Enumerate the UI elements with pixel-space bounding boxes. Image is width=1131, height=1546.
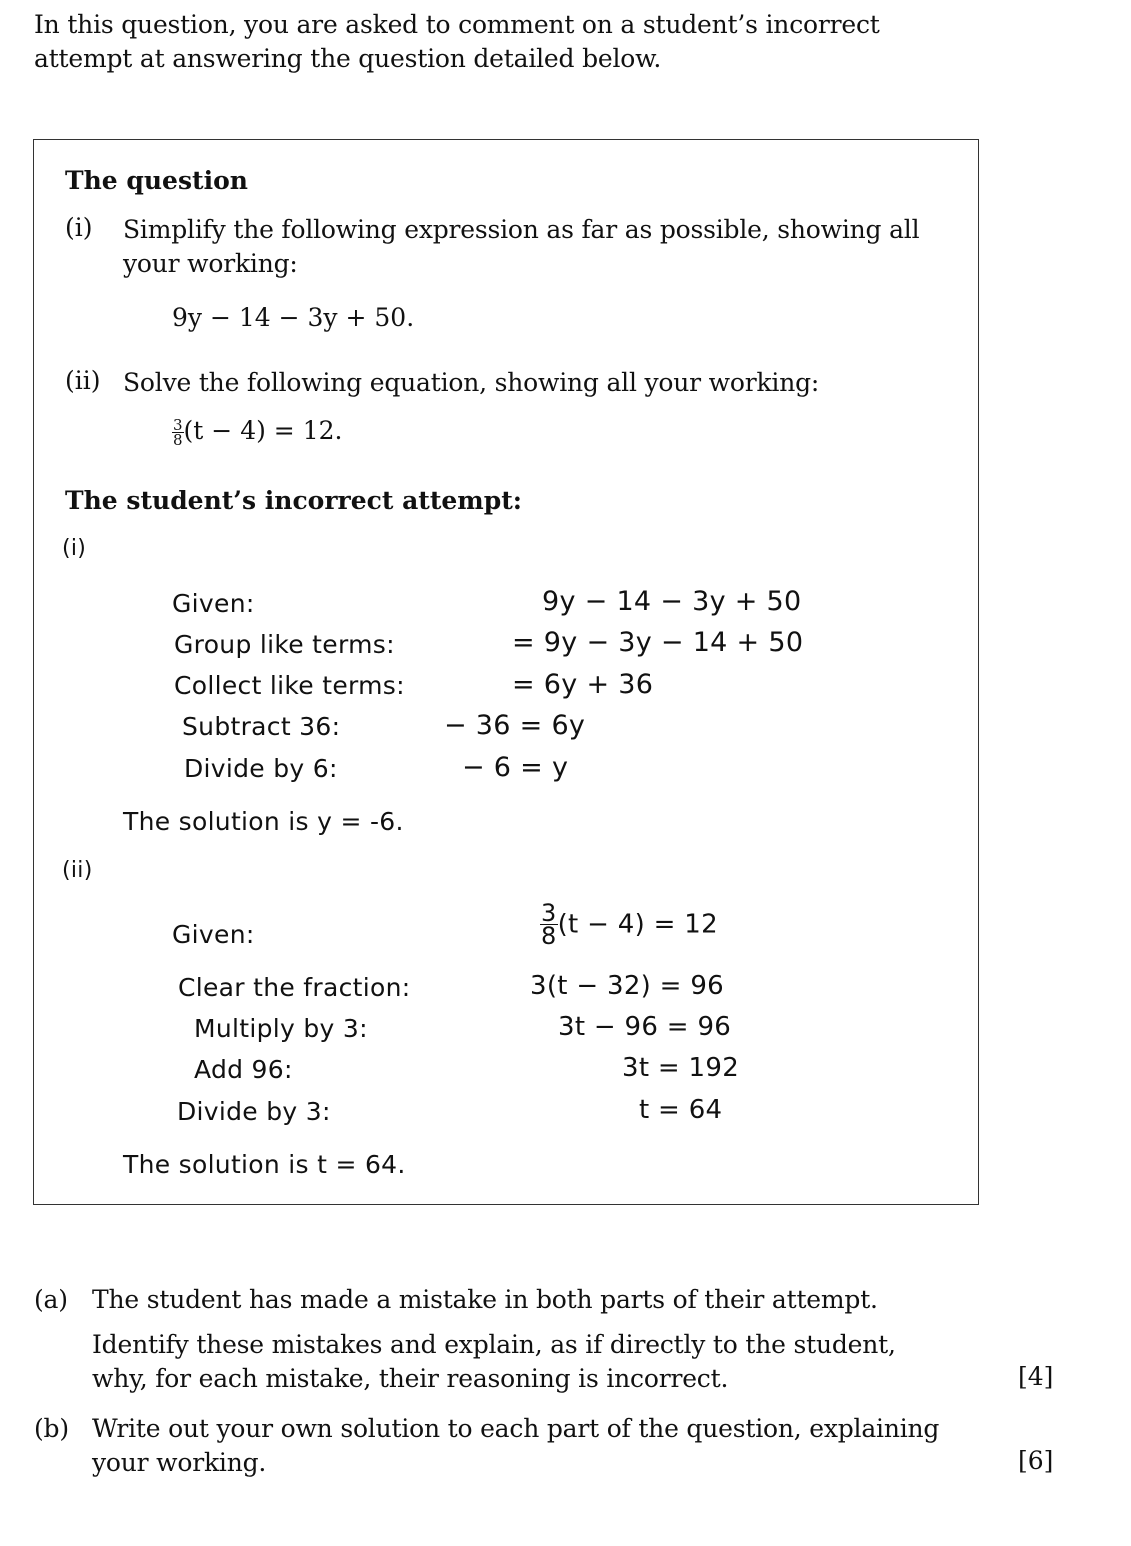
task-b-label: (b) bbox=[34, 1414, 69, 1443]
fraction-denominator: 8 bbox=[541, 922, 557, 950]
question-part-i-expression: 9y − 14 − 3y + 50. bbox=[172, 303, 415, 332]
intro-text: In this question, you are asked to comment on a student’s incorrect attempt at answering the question detailed below. bbox=[34, 10, 880, 73]
attempt-i-step-work: = 9y − 3y − 14 + 50 bbox=[512, 627, 804, 658]
attempt-i-step-work: − 6 = y bbox=[462, 752, 569, 783]
task-a-marks: [4] bbox=[1018, 1362, 1054, 1391]
question-part-ii-equation bbox=[172, 416, 342, 447]
attempt-ii-step-work: 3t − 96 = 96 bbox=[558, 1012, 732, 1042]
fraction-numerator: 3 bbox=[173, 416, 183, 434]
attempt-ii-given-equation bbox=[540, 899, 718, 950]
task-b-text: Write out your own solution to each part of the question, explaining your working. bbox=[92, 1414, 940, 1477]
fraction-denominator: 8 bbox=[173, 431, 183, 449]
attempt-i-step-label: Group like terms: bbox=[174, 630, 395, 659]
attempt-ii-step-work: 3t = 192 bbox=[622, 1053, 740, 1083]
question-box bbox=[33, 139, 979, 1205]
attempt-ii-given-label: Given: bbox=[172, 920, 255, 949]
task-a-line1: The student has made a mistake in both parts of their attempt. bbox=[92, 1285, 878, 1314]
equation-rest: (t − 4) = 12. bbox=[183, 416, 343, 445]
attempt-i-step-label: Divide by 6: bbox=[184, 754, 338, 783]
task-a-label: (a) bbox=[34, 1285, 68, 1314]
question-heading: The question bbox=[65, 166, 248, 195]
question-part-ii-label: (ii) bbox=[65, 366, 101, 395]
attempt-ii-step-work: 3(t − 32) = 96 bbox=[530, 971, 725, 1001]
attempt-ii-step-work: t = 64 bbox=[639, 1095, 723, 1125]
question-part-ii-text: Solve the following equation, showing all your working: bbox=[123, 368, 820, 397]
attempt-ii-step-label: Add 96: bbox=[194, 1055, 293, 1084]
attempt-i-conclusion: The solution is y = -6. bbox=[123, 807, 404, 836]
attempt-i-step-work: − 36 = 6y bbox=[444, 710, 586, 741]
attempt-i-step-label: Given: bbox=[172, 589, 255, 618]
attempt-i-step-work: = 6y + 36 bbox=[512, 669, 654, 700]
attempt-i-step-label: Subtract 36: bbox=[182, 712, 341, 741]
fraction bbox=[172, 418, 184, 447]
attempt-ii-step-label: Clear the fraction: bbox=[178, 973, 411, 1002]
fraction-numerator: 3 bbox=[541, 899, 557, 927]
task-a-line2: Identify these mistakes and explain, as if directly to the student, why, for each mistake, their reasoning is incorrect. bbox=[92, 1330, 896, 1393]
question-part-i-text: Simplify the following expression as far as possible, showing all your working: bbox=[123, 215, 920, 278]
attempt-i-step-work: 9y − 14 − 3y + 50 bbox=[542, 586, 802, 617]
task-b-marks: [6] bbox=[1018, 1446, 1054, 1475]
fraction bbox=[540, 899, 558, 950]
attempt-heading: The student’s incorrect attempt: bbox=[65, 486, 522, 515]
question-part-i-label: (i) bbox=[65, 213, 93, 242]
attempt-ii-step-label: Multiply by 3: bbox=[194, 1014, 368, 1043]
attempt-i-step-label: Collect like terms: bbox=[174, 671, 405, 700]
attempt-ii-step-label: Divide by 3: bbox=[177, 1097, 331, 1126]
attempt-part-i-label: (i) bbox=[62, 536, 87, 561]
attempt-ii-conclusion: The solution is t = 64. bbox=[123, 1150, 406, 1179]
attempt-part-ii-label: (ii) bbox=[62, 858, 93, 883]
equation-rest: (t − 4) = 12 bbox=[557, 909, 718, 940]
